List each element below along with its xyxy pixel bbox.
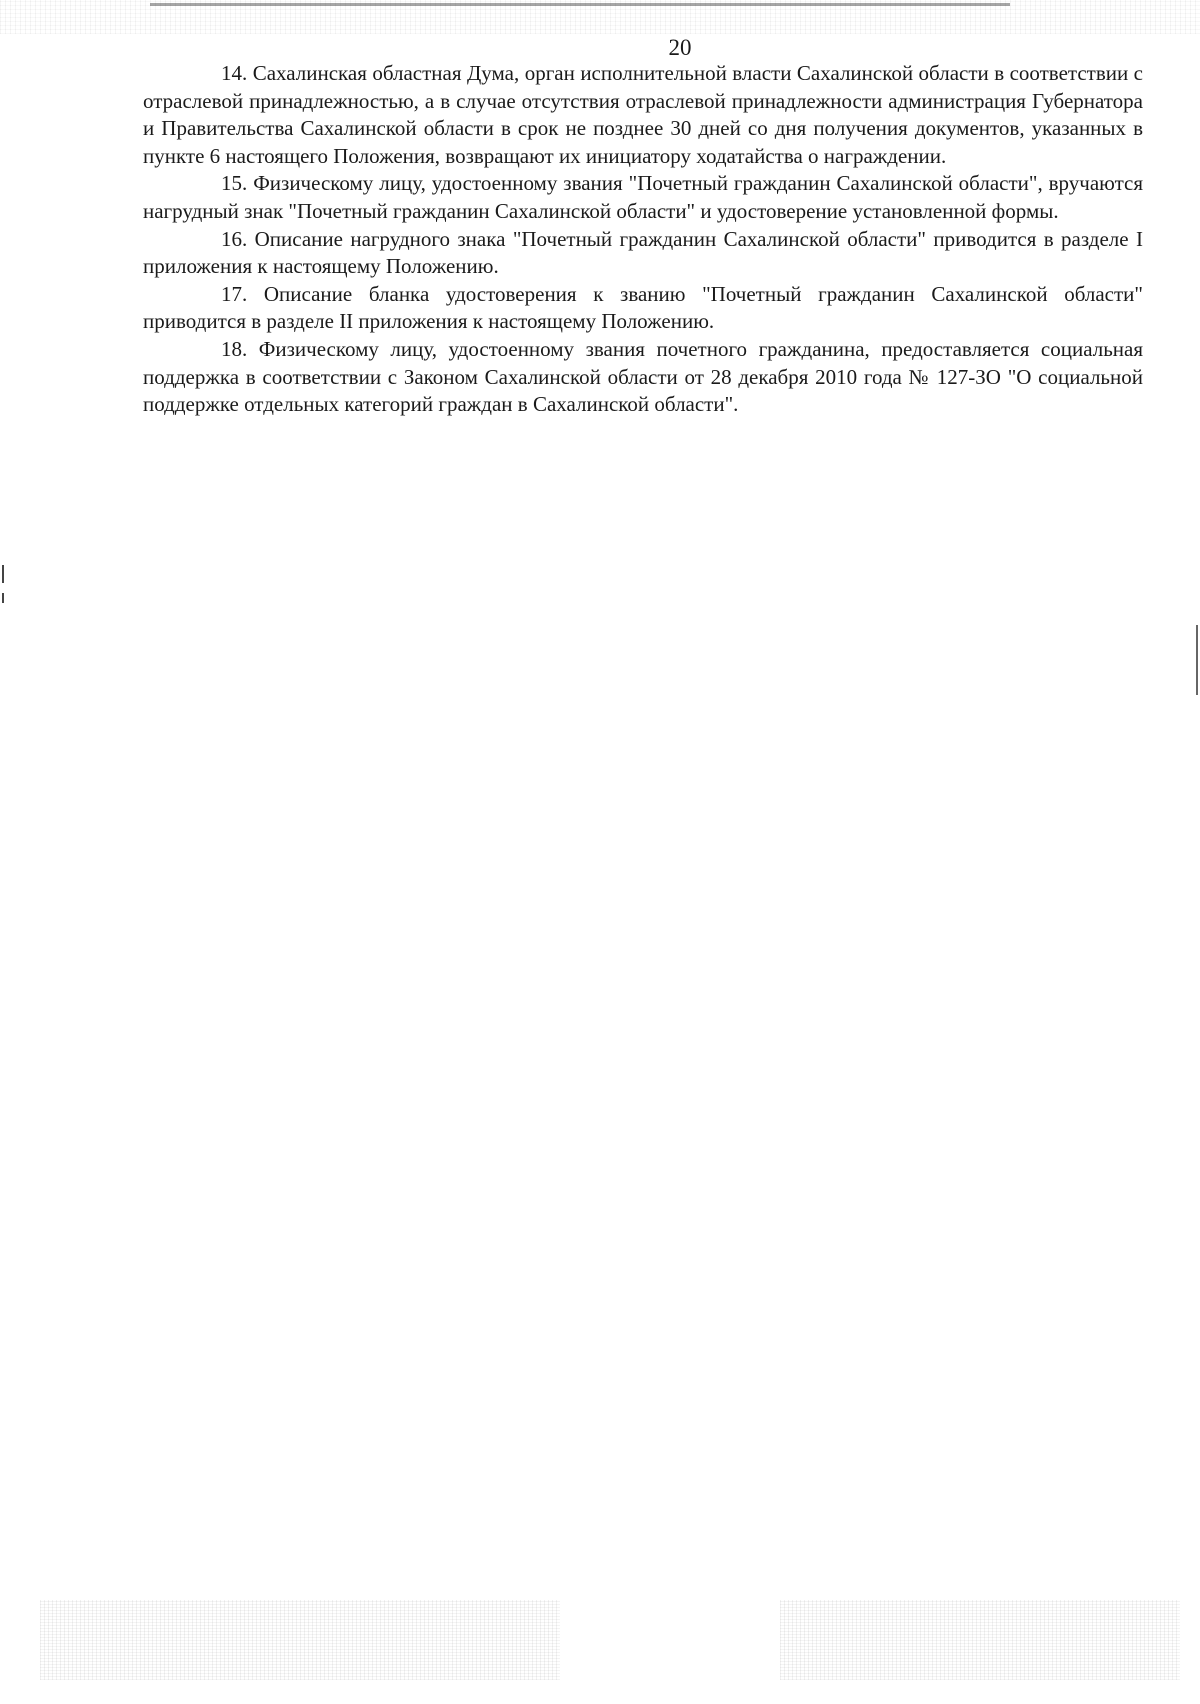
paragraph-17: 17. Описание бланка удостоверения к званию "Почетный гражданин Сахалинской области" приводится в разделе II приложения к настоящему Положению. <box>143 281 1143 334</box>
paragraph-18: 18. Физическому лицу, удостоенному звания почетного гражданина, предоставляется социальная поддержка в соответствии с Законом Сахалинской области от 28 декабря 2010 года № 127-ЗО "О социальной поддержке отдельных категорий граждан в Сахалинской области". <box>143 336 1143 417</box>
scan-edge-mark <box>1196 625 1198 695</box>
paragraph-15: 15. Физическому лицу, удостоенному звания "Почетный гражданин Сахалинской области", вручаются нагрудный знак "Почетный гражданин Сахалинской области" и удостоверение установленной формы. <box>143 171 1143 223</box>
scan-edge-mark <box>2 565 4 583</box>
paragraph-16: 16. Описание нагрудного знака "Почетный гражданин Сахалинской области" приводится в разделе I приложения к настоящему Положению. <box>143 226 1143 279</box>
scan-edge-mark <box>2 593 4 603</box>
scan-noise-bottom-right <box>780 1600 1180 1680</box>
paragraph-14: 14. Сахалинская областная Дума, орган исполнительной власти Сахалинской области в соответствии с отраслевой принадлежностью, а в случае отсутствия отраслевой принадлежности администрация Губернатора и Правительства Сахалинской области в срок не позднее 30 дней со дня получения документов, указанных в пункте 6 настоящего Положения, возвращают их инициатору ходатайства о награждении. <box>143 61 1143 168</box>
document-body <box>143 60 1143 419</box>
page-number: 20 <box>668 35 692 60</box>
scan-artifact-line <box>150 3 1010 6</box>
scan-noise-bottom-left <box>40 1600 560 1680</box>
